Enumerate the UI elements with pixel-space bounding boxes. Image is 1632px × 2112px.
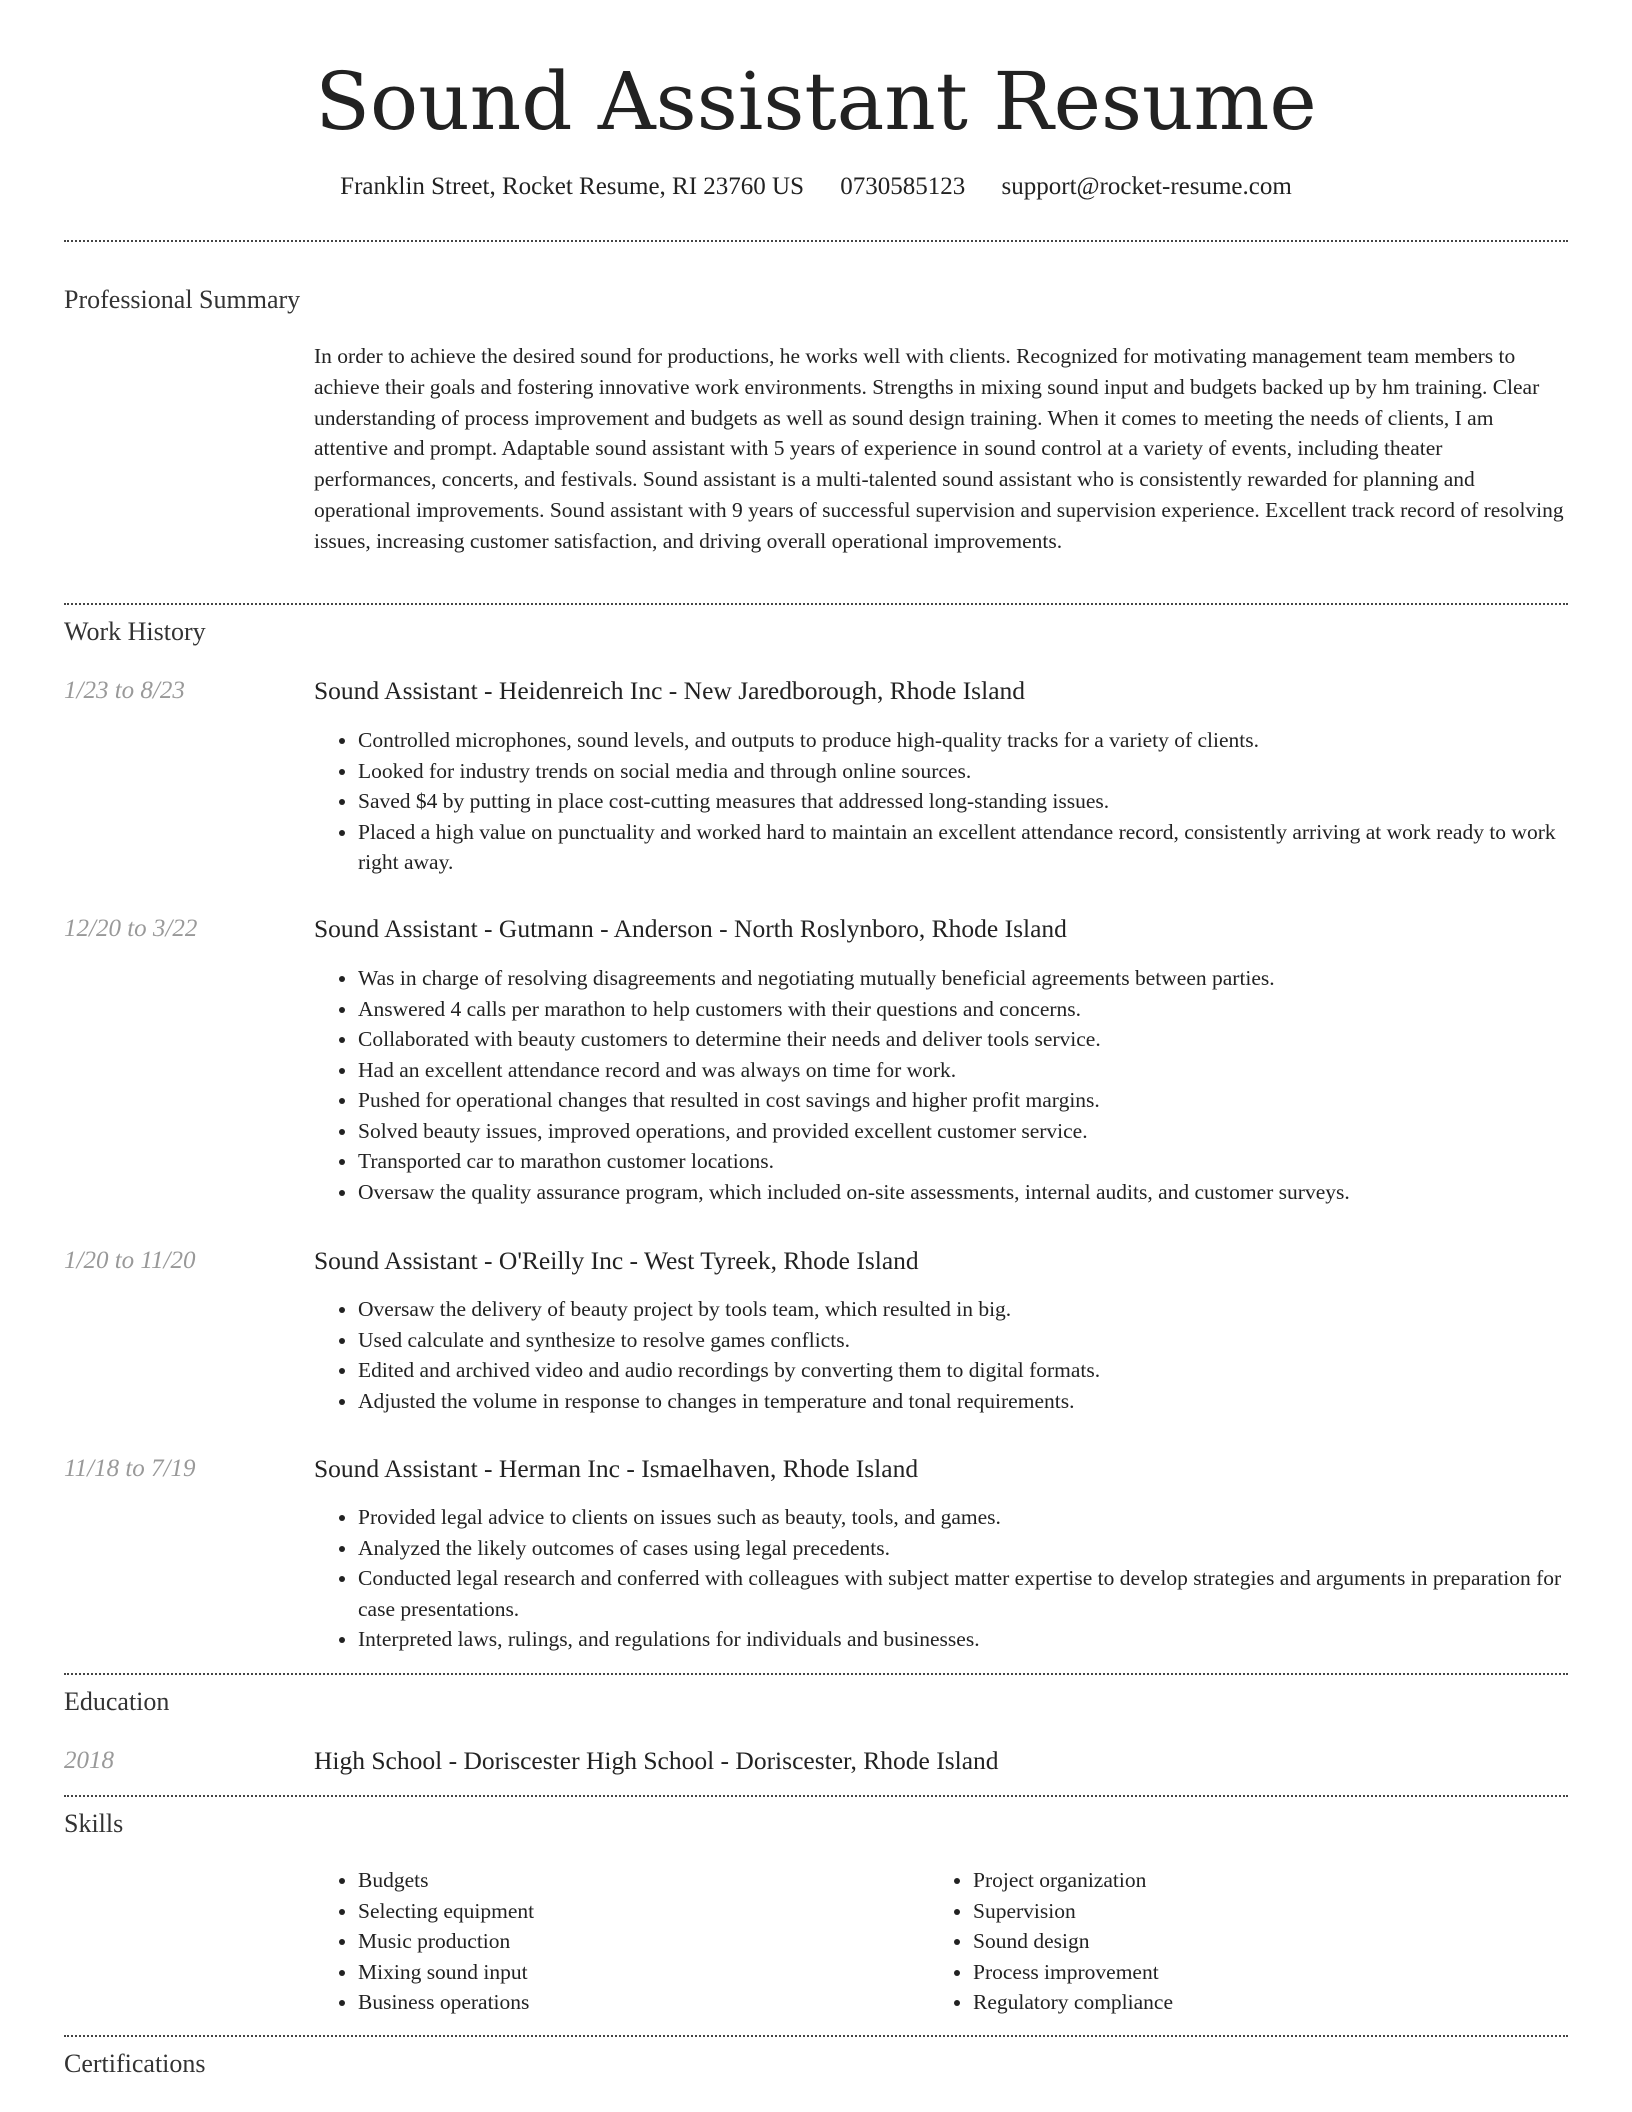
skill-item: • Budgets <box>358 1865 914 1896</box>
skills-list-left <box>314 1865 914 2018</box>
job-bullet: • Provided legal advice to clients on issues such as beauty, tools, and games. <box>358 1502 1564 1533</box>
contact-line <box>0 170 1632 204</box>
job-bullet: • Collaborated with beauty customers to determine their needs and deliver tools service. <box>358 1024 1564 1055</box>
education-entry: High School - Doriscester High School - Doriscester, Rhode Island <box>314 1746 999 1775</box>
section-heading-skills: Skills <box>64 1809 124 1838</box>
section-heading-education: Education <box>64 1687 170 1716</box>
job-dates: 12/20 to 3/22 <box>64 915 198 942</box>
job-bullet: • Saved $4 by putting in place cost-cutting measures that addressed long-standing issues. <box>358 786 1564 817</box>
job-bullet: • Oversaw the quality assurance program, which included on-site assessments, internal audits, and customer surveys. <box>358 1177 1564 1208</box>
resume-title: Sound Assistant Resume <box>315 55 1317 148</box>
job-dates: 11/18 to 7/19 <box>64 1455 196 1482</box>
job-bullet: • Conducted legal research and conferred with colleagues with subject matter expertise to develop strategies and arguments in preparation for case presentations. <box>358 1563 1564 1624</box>
job-bullet: • Looked for industry trends on social media and through online sources. <box>358 756 1564 787</box>
job-bullet: • Had an excellent attendance record and was always on time for work. <box>358 1055 1564 1086</box>
job-bullet: • Placed a high value on punctuality and worked hard to maintain an excellent attendance record, consistently arriving at work ready to work right away. <box>358 817 1564 878</box>
summary-text: In order to achieve the desired sound for productions, he works well with clients. Recognized for motivating management team members to achieve their goals and fostering innovative work environments. Strengths in mixing sound input and budgets backed up by hm training. Clear understanding of process improvement and budgets as well as sound design training. When it comes to meeting the needs of clients, I am attentive and prompt. Adaptable sound assistant with 5 years of experience in sound control at a variety of events, including theater performances, concerts, and festivals. Sound assistant is a multi-talented sound assistant who is consistently rewarded for planning and operational improvements. Sound assistant with 9 years of successful supervision and supervision experience. Excellent track record of resolving issues, increasing customer satisfaction, and driving overall operational improvements. <box>314 344 1564 553</box>
job-bullet: • Analyzed the likely outcomes of cases using legal precedents. <box>358 1533 1564 1564</box>
contact-phone: 0730585123 <box>840 173 966 200</box>
skills-list-right <box>929 1865 1529 2018</box>
job-bullet: • Was in charge of resolving disagreements and negotiating mutually beneficial agreements between parties. <box>358 963 1564 994</box>
job-bullet: • Controlled microphones, sound levels, and outputs to produce high-quality tracks for a variety of clients. <box>358 725 1564 756</box>
education-year: 2018 <box>64 1747 114 1774</box>
job-bullet: • Adjusted the volume in response to changes in temperature and tonal requirements. <box>358 1386 1564 1417</box>
job-bullet: • Edited and archived video and audio recordings by converting them to digital formats. <box>358 1355 1564 1386</box>
skill-item: • Business operations <box>358 1987 914 2018</box>
job-bullet: • Interpreted laws, rulings, and regulations for individuals and businesses. <box>358 1624 1564 1655</box>
section-heading-summary: Professional Summary <box>64 285 301 314</box>
job-title: Sound Assistant - Herman Inc - Ismaelhaven, Rhode Island <box>314 1454 919 1483</box>
skill-item: • Mixing sound input <box>358 1957 914 1988</box>
section-divider <box>64 240 1568 242</box>
skill-item: • Process improvement <box>973 1957 1529 1988</box>
job-bullet: • Used calculate and synthesize to resolve games conflicts. <box>358 1325 1564 1356</box>
section-divider <box>64 603 1568 605</box>
job-bullets <box>314 963 1564 1207</box>
skill-item: • Selecting equipment <box>358 1896 914 1927</box>
section-divider <box>64 1673 1568 1675</box>
job-bullet: • Pushed for operational changes that resulted in cost savings and higher profit margins. <box>358 1085 1564 1116</box>
job-title: Sound Assistant - O'Reilly Inc - West Tyreek, Rhode Island <box>314 1246 919 1275</box>
section-heading-certifications: Certifications <box>64 2049 206 2078</box>
job-bullet: • Answered 4 calls per marathon to help customers with their questions and concerns. <box>358 994 1564 1025</box>
job-bullet: • Oversaw the delivery of beauty project by tools team, which resulted in big. <box>358 1294 1564 1325</box>
skill-item: • Regulatory compliance <box>973 1987 1529 2018</box>
skill-item: • Sound design <box>973 1926 1529 1957</box>
skill-item: • Supervision <box>973 1896 1529 1927</box>
job-bullet: • Transported car to marathon customer locations. <box>358 1146 1564 1177</box>
job-bullets <box>314 725 1564 878</box>
job-title: Sound Assistant - Gutmann - Anderson - North Roslynboro, Rhode Island <box>314 914 1067 943</box>
job-bullets <box>314 1294 1564 1416</box>
job-dates: 1/23 to 8/23 <box>64 677 185 704</box>
job-bullet: • Solved beauty issues, improved operations, and provided excellent customer service. <box>358 1116 1564 1147</box>
job-bullets <box>314 1502 1564 1655</box>
job-title: Sound Assistant - Heidenreich Inc - New Jaredborough, Rhode Island <box>314 676 1026 705</box>
contact-address: Franklin Street, Rocket Resume, RI 23760 US <box>340 173 805 200</box>
job-dates: 1/20 to 11/20 <box>64 1247 196 1274</box>
section-divider <box>64 2035 1568 2037</box>
contact-email: support@rocket-resume.com <box>1001 173 1292 200</box>
skill-item: • Music production <box>358 1926 914 1957</box>
skill-item: • Project organization <box>973 1865 1529 1896</box>
section-heading-work-history: Work History <box>64 617 206 646</box>
section-divider <box>64 1795 1568 1797</box>
